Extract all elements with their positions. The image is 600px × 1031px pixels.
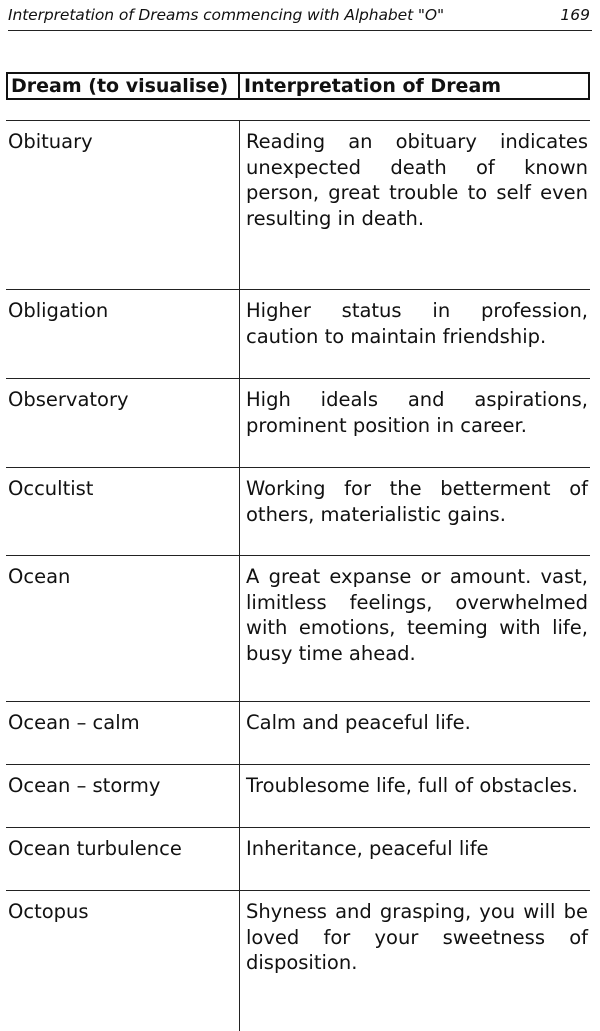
dream-cell: Ocean – stormy xyxy=(8,774,161,797)
page-header xyxy=(8,2,592,31)
dream-cell: Ocean xyxy=(8,565,71,588)
dream-cell: Occultist xyxy=(8,477,94,500)
table-row xyxy=(6,290,590,379)
interpretation-cell: Higher status in profession, caution to maintain friendship. xyxy=(246,299,588,348)
table-row xyxy=(6,765,590,828)
interpretation-cell: Working for the betterment of others, materialistic gains. xyxy=(246,477,588,526)
page-number: 169 xyxy=(560,6,590,24)
dream-table xyxy=(6,72,590,991)
dream-cell: Octopus xyxy=(8,900,89,923)
dream-cell: Ocean turbulence xyxy=(8,837,182,860)
table-row xyxy=(6,702,590,765)
interpretation-cell: Shyness and grasping, you will be loved for your sweetness of disposition. xyxy=(246,900,588,974)
table-header-row xyxy=(6,72,590,100)
table-row xyxy=(6,379,590,468)
interpretation-cell: Calm and peaceful life. xyxy=(246,711,471,734)
dream-cell: Obligation xyxy=(8,299,109,322)
interpretation-cell: High ideals and aspirations, prominent position in career. xyxy=(246,388,588,437)
column-header-interpretation: Interpretation of Dream xyxy=(244,75,502,97)
table-row xyxy=(6,468,590,556)
interpretation-cell: Inheritance, peaceful life xyxy=(246,837,489,860)
table-body xyxy=(6,120,590,991)
dream-cell: Observatory xyxy=(8,388,129,411)
table-row xyxy=(6,828,590,891)
interpretation-cell: Troublesome life, full of obstacles. xyxy=(246,774,578,797)
column-header-dream: Dream (to visualise) xyxy=(8,74,240,98)
table-row xyxy=(6,891,590,991)
dream-cell: Ocean – calm xyxy=(8,711,140,734)
table-row xyxy=(6,556,590,702)
interpretation-cell: Reading an obituary indicates unexpected death of known person, great trouble to self even resulting in death. xyxy=(246,130,588,230)
running-title: Interpretation of Dreams commencing with Alphabet "O" xyxy=(8,6,445,24)
interpretation-cell: A great expanse or amount. vast, limitless feelings, overwhelmed with emotions, teeming with life, busy time ahead. xyxy=(246,565,588,665)
dream-cell: Obituary xyxy=(8,130,93,153)
table-row xyxy=(6,121,590,290)
